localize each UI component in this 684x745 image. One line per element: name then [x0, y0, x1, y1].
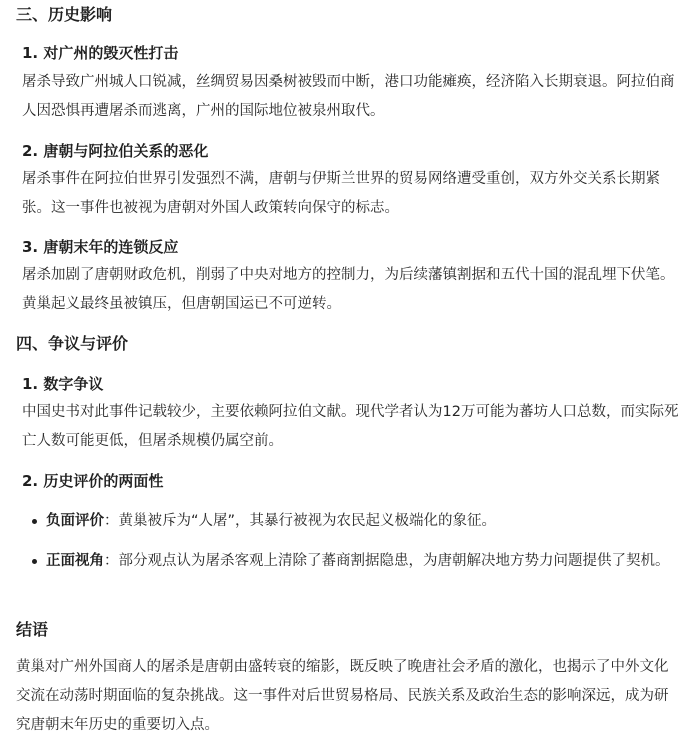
subheading-guangzhou-strike: 1. 对广州的毁灭性打击	[22, 44, 179, 62]
bullet-text-positive: ：部分观点认为屠杀客观上清除了蕃商割据隐患，为唐朝解决地方势力问题提供了契机。	[104, 553, 670, 569]
section-heading-impact: 三、历史影响	[16, 5, 113, 24]
conclusion-paragraph: 黄巢对广州外国商人的屠杀是唐朝由盛转衰的缩影，既反映了晚唐社会矛盾的激化，也揭示了中外文化交流在动荡时期面临的复杂挑战。这一事件对后世贸易格局、民族关系及政治生态的影响深远，成为研究唐朝末年历史的重要切入点。	[16, 659, 669, 733]
section-heading-controversy: 四、争议与评价	[16, 334, 129, 353]
paragraph-arab-relations: 屠杀事件在阿拉伯世界引发强烈不满，唐朝与伊斯兰世界的贸易网络遭受重创，双方外交关系长期紧张。这一事件也被视为唐朝对外国人政策转向保守的标志。	[22, 171, 660, 216]
subheading-number-dispute: 1. 数字争议	[22, 375, 104, 393]
subheading-arab-relations: 2. 唐朝与阿拉伯关系的恶化	[22, 142, 209, 160]
list-item-negative	[32, 507, 682, 536]
bullet-term-positive: 正面视角	[46, 553, 104, 569]
bullet-term-negative: 负面评价	[46, 513, 104, 529]
paragraph-chain-reaction: 屠杀加剧了唐朝财政危机，削弱了中央对地方的控制力，为后续藩镇割据和五代十国的混乱埋下伏笔。黄巢起义最终虽被镇压，但唐朝国运已不可逆转。	[22, 267, 675, 312]
paragraph-number-dispute: 中国史书对此事件记载较少，主要依赖阿拉伯文献。现代学者认为12万可能为蕃坊人口总数，而实际死亡人数可能更低，但屠杀规模仍属空前。	[22, 404, 679, 449]
paragraph-guangzhou-strike: 屠杀导致广州城人口锐减，丝绸贸易因桑树被毁而中断，港口功能瘫痪，经济陷入长期衰退。阿拉伯商人因恐惧再遭屠杀而逃离，广州的国际地位被泉州取代。	[22, 74, 675, 119]
bullet-dot	[32, 519, 37, 524]
conclusion-heading: 结语	[16, 620, 49, 639]
list-item-positive	[32, 547, 682, 576]
subheading-two-sided-evaluation: 2. 历史评价的两面性	[22, 472, 164, 490]
bullet-text-negative: ：黄巢被斥为“人屠”，其暴行被视为农民起义极端化的象征。	[104, 513, 497, 529]
bullet-dot	[32, 559, 37, 564]
subheading-chain-reaction: 3. 唐朝末年的连锁反应	[22, 238, 179, 256]
